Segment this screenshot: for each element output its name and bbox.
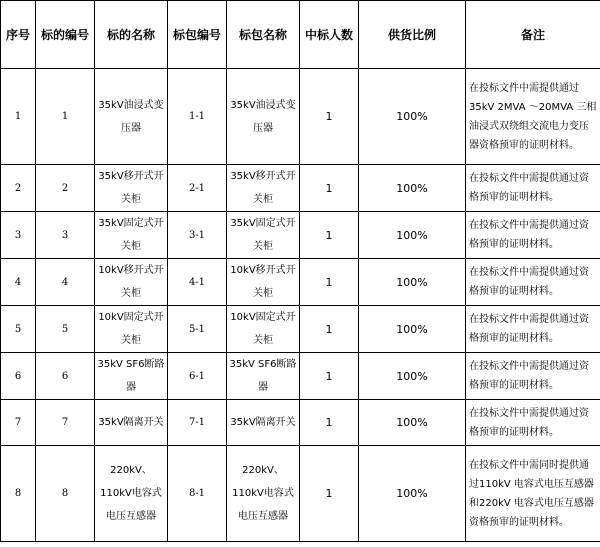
cell-pkg-code: 7-1 [168, 400, 227, 446]
cell-notes: 在投标文件中需提供通过资格预审的证明材料。 [466, 259, 600, 306]
table-row [1, 306, 600, 353]
cell-ratio: 100% [359, 446, 466, 542]
cell-winners: 1 [300, 306, 359, 353]
cell-pkg-name: 10kV移开式开关柜 [227, 259, 300, 306]
cell-winners: 1 [300, 353, 359, 400]
cell-seq: 4 [1, 259, 36, 306]
cell-pkg-name: 35kV SF6断路器 [227, 353, 300, 400]
cell-ratio: 100% [359, 353, 466, 400]
cell-seq: 8 [1, 446, 36, 542]
cell-code: 5 [36, 306, 95, 353]
cell-name: 35kV固定式开关柜 [95, 212, 168, 259]
cell-ratio: 100% [359, 259, 466, 306]
table-row [1, 69, 600, 165]
cell-pkg-name: 220kV、110kV电容式电压互感器 [227, 446, 300, 542]
header-row [1, 1, 600, 69]
cell-pkg-code: 2-1 [168, 165, 227, 212]
cell-notes: 在投标文件中需提供通过资格预审的证明材料。 [466, 400, 600, 446]
cell-ratio: 100% [359, 306, 466, 353]
cell-notes: 在投标文件中需同时提供通过110kV 电容式电压互感器和220kV 电容式电压互感器资格预审的证明材料。 [466, 446, 600, 542]
header-name: 标的名称 [95, 1, 168, 69]
cell-notes: 在投标文件中需提供通过资格预审的证明材料。 [466, 306, 600, 353]
cell-ratio: 100% [359, 165, 466, 212]
cell-code: 8 [36, 446, 95, 542]
cell-seq: 6 [1, 353, 36, 400]
cell-winners: 1 [300, 212, 359, 259]
cell-pkg-name: 35kV固定式开关柜 [227, 212, 300, 259]
cell-name: 10kV移开式开关柜 [95, 259, 168, 306]
cell-pkg-name: 10kV固定式开关柜 [227, 306, 300, 353]
cell-pkg-code: 4-1 [168, 259, 227, 306]
cell-code: 2 [36, 165, 95, 212]
cell-winners: 1 [300, 165, 359, 212]
cell-code: 7 [36, 400, 95, 446]
cell-name: 35kV隔离开关 [95, 400, 168, 446]
cell-pkg-code: 3-1 [168, 212, 227, 259]
cell-winners: 1 [300, 446, 359, 542]
cell-winners: 1 [300, 400, 359, 446]
cell-pkg-code: 1-1 [168, 69, 227, 165]
cell-code: 4 [36, 259, 95, 306]
cell-ratio: 100% [359, 212, 466, 259]
cell-winners: 1 [300, 69, 359, 165]
cell-code: 1 [36, 69, 95, 165]
cell-seq: 5 [1, 306, 36, 353]
table-row [1, 400, 600, 446]
cell-pkg-code: 6-1 [168, 353, 227, 400]
cell-name: 35kV移开式开关柜 [95, 165, 168, 212]
header-ratio: 供货比例 [359, 1, 466, 69]
header-notes: 备注 [466, 1, 600, 69]
cell-name: 220kV、110kV电容式电压互感器 [95, 446, 168, 542]
header-code: 标的编号 [36, 1, 95, 69]
header-winners: 中标人数 [300, 1, 359, 69]
cell-name: 10kV固定式开关柜 [95, 306, 168, 353]
cell-notes: 在投标文件中需提供通过35kV 2MVA ～20MVA 三相油浸式双绕组交流电力变压器资格预审的证明材料。 [466, 69, 600, 165]
cell-code: 3 [36, 212, 95, 259]
cell-pkg-name: 35kV油浸式变压器 [227, 69, 300, 165]
header-pkg-code: 标包编号 [168, 1, 227, 69]
cell-ratio: 100% [359, 400, 466, 446]
cell-seq: 3 [1, 212, 36, 259]
cell-notes: 在投标文件中需提供通过资格预审的证明材料。 [466, 353, 600, 400]
cell-notes: 在投标文件中需提供通过资格预审的证明材料。 [466, 212, 600, 259]
cell-ratio: 100% [359, 69, 466, 165]
cell-seq: 1 [1, 69, 36, 165]
table-row [1, 353, 600, 400]
cell-pkg-code: 5-1 [168, 306, 227, 353]
table-row [1, 165, 600, 212]
header-pkg-name: 标包名称 [227, 1, 300, 69]
cell-code: 6 [36, 353, 95, 400]
table-row [1, 259, 600, 306]
table-row [1, 446, 600, 542]
cell-pkg-name: 35kV隔离开关 [227, 400, 300, 446]
cell-name: 35kV SF6断路器 [95, 353, 168, 400]
cell-name: 35kV油浸式变压器 [95, 69, 168, 165]
header-seq: 序号 [1, 1, 36, 69]
cell-notes: 在投标文件中需提供通过资格预审的证明材料。 [466, 165, 600, 212]
cell-seq: 7 [1, 400, 36, 446]
cell-pkg-name: 35kV移开式开关柜 [227, 165, 300, 212]
cell-winners: 1 [300, 259, 359, 306]
table-row [1, 212, 600, 259]
cell-seq: 2 [1, 165, 36, 212]
cell-pkg-code: 8-1 [168, 446, 227, 542]
